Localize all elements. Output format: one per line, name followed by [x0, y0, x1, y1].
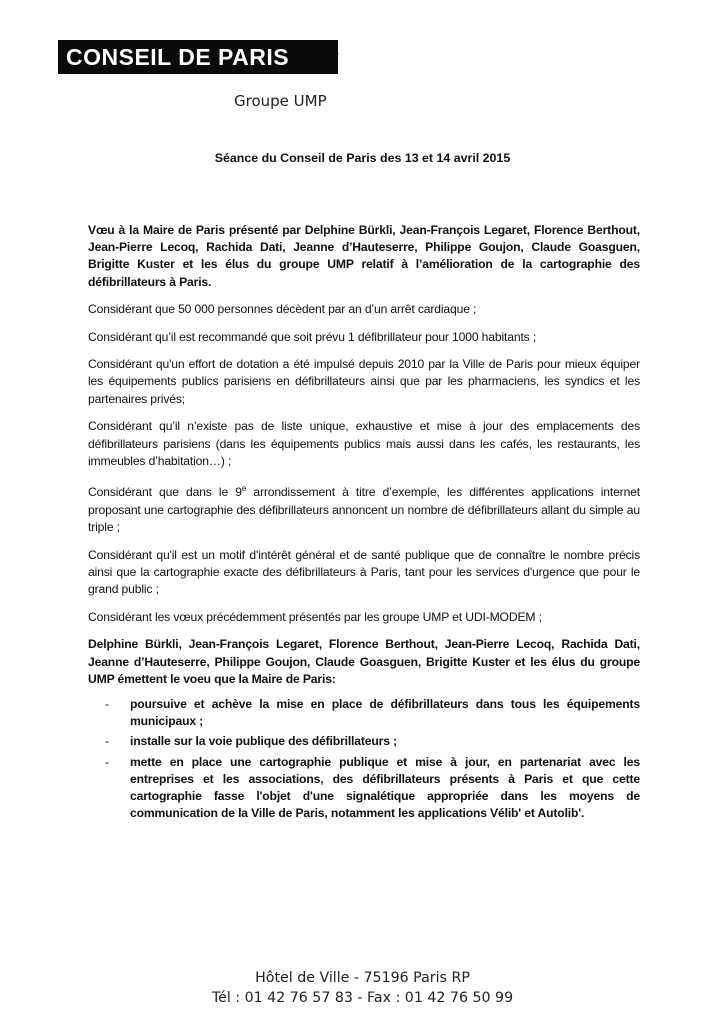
considerant-paragraph: Considérant qu’il n’existe pas de liste unique, exhaustive et mise à jour des emplacements des défibrillateurs parisiens (dans les équipements publics mais aussi dans les cafés, les restaurants, les immeubles d’habitation…) ; — [88, 419, 640, 468]
demands-list — [88, 696, 640, 822]
considerant-paragraph — [88, 480, 640, 536]
resolution-intro: Delphine Bürkli, Jean-François Legaret, Florence Berthout, Jean-Pierre Lecoq, Rachida Dati, Jeanne d’Hauteserre, Philippe Goujon, Claude Goasguen, Brigitte Kuster et les élus du groupe UMP émettent le voeu que la Maire de Paris: — [88, 637, 640, 686]
considerant-paragraph: Considérant qu'il est un motif d'intérêt général et de santé publique que de connaître le nombre précis ainsi que la cartographie exacte des défibrillateurs à Paris, tant pour les services d'urgence que pour le grand public ; — [88, 547, 640, 596]
footer — [0, 968, 725, 1008]
considerant-text: arrondissement à titre d’exemple, les différentes applications internet proposant une cartographie des défibrillateurs annoncent un nombre de défibrillateurs allant du simple au triple ; — [88, 485, 640, 534]
list-item-text: installe sur la voie publique des défibrillateurs ; — [130, 734, 397, 749]
list-dash: - — [105, 734, 109, 749]
motion-title: Vœu à la Maire de Paris présenté par Delphine Bürkli, Jean-François Legaret, Florence Berthout, Jean-Pierre Lecoq, Rachida Dati, Jeanne d’Hauteserre, Philippe Goujon, Claude Goasguen, Brigitte Kuster et les élus du groupe UMP relatif à l’amélioration de la cartographie des défibrillateurs à Paris. — [88, 223, 640, 289]
list-item — [88, 696, 640, 730]
considerant-text: Considérant que dans le 9 — [88, 485, 242, 500]
group-name: Groupe UMP — [234, 92, 327, 110]
considerant-paragraph: Considérant que 50 000 personnes décèdent par an d’un arrêt cardiaque ; — [88, 301, 477, 316]
considerant-paragraph: Considérant qu'un effort de dotation a été impulsé depuis 2010 par la Ville de Paris pour mieux équiper les équipements publics parisiens en défibrillateurs ainsi que par les pharmaciens, les syndics et les partenaires privés; — [88, 357, 640, 406]
list-item — [88, 754, 640, 823]
session-title: Séance du Conseil de Paris des 13 et 14 avril 2015 — [214, 151, 511, 165]
list-dash: - — [105, 697, 109, 712]
considerant-paragraph: Considérant qu’il est recommandé que soit prévu 1 défibrillateur pour 1000 habitants ; — [88, 329, 537, 344]
superscript: e — [241, 484, 247, 494]
list-item — [88, 733, 640, 750]
list-item-text: poursuive et achève la mise en place de défibrillateurs dans tous les équipements municipaux ; — [130, 697, 640, 729]
list-item-text: mette en place une cartographie publique et mise à jour, en partenariat avec les entreprises et les associations, des défibrillateurs présents à Paris et que cette cartographie fasse l'objet d'une signalétique appropriée dans les moyens de communication de la Ville de Paris, notamment les applications Vélib' et Autolib'. — [130, 754, 640, 821]
logo-text: CONSEIL DE PARIS — [66, 43, 290, 70]
paris-ship-emblem-icon — [295, 38, 343, 78]
footer-address: Hôtel de Ville - 75196 Paris RP — [255, 970, 470, 986]
footer-contact: Tél : 01 42 76 57 83 - Fax : 01 42 76 50 99 — [211, 990, 514, 1006]
considerant-paragraph: Considérant les vœux précédemment présentés par les groupe UMP et UDI-MODEM ; — [88, 609, 542, 624]
list-dash: - — [105, 754, 109, 769]
document-body — [88, 222, 640, 825]
